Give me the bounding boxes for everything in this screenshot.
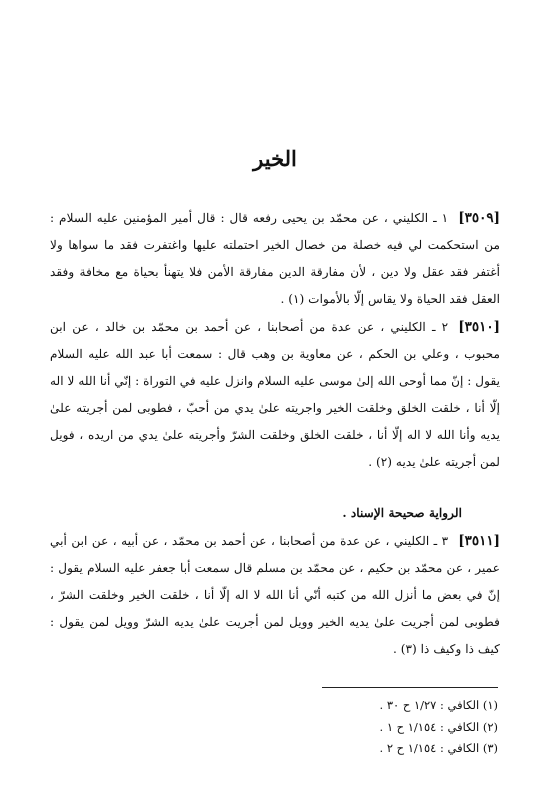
hadith-text: ٣ ـ الكليني ، عن عدة من أصحابنا ، عن أحمد بن محمّد ، عن أبيه ، عن ابن أبي عمير ، عن محمّد بن حكيم ، عن محمّد بن مسلم قال سمعت أبا جعفر عليه السلام يقول : إنّ في بعض ما أنزل الله من كتبه أنّي أنا الله لا اله إلّا أنا ، خلقت الخير وخلقت الشرّ ، فطوبى لمن أجريت علىٰ يديه الخير وويل لمن أجريت علىٰ يديه الشرّ وويل لمن يقول : كيف ذا وكيف ذا (٣) . bbox=[50, 534, 500, 656]
footnote-1: (١) الكافي : ١/٢٧ ح ٣٠ . bbox=[379, 698, 498, 712]
hadith-text: ١ ـ الكليني ، عن محمّد بن يحيى رفعه قال : قال أمير المؤمنين عليه السلام : من استحكمت لي فيه خصلة من خصال الخير احتملته عليها واغتفرت فقد ما سواها ولا أغتفر فقد عقل ولا دين ، لأن مفارقة الدين مفارقة الأمن فلا يتهنأ بحياة مع مخافة وفقد العقل فقد الحياة ولا يقاس إلّا بالأموات (١) . bbox=[50, 211, 500, 306]
chapter-title: الخير bbox=[253, 146, 297, 171]
footnotes bbox=[198, 695, 498, 760]
hadith-entry-3510 bbox=[50, 314, 500, 476]
hadith-number: [٣٥١١] bbox=[458, 533, 500, 549]
hadith-paragraph bbox=[50, 314, 500, 476]
hadith-paragraph bbox=[50, 205, 500, 313]
isnad-note-block bbox=[50, 500, 500, 526]
hadith-paragraph bbox=[50, 528, 500, 663]
hadith-entry-3511 bbox=[50, 528, 500, 663]
isnad-note: الرواية صحيحة الإسناد . bbox=[342, 506, 462, 520]
hadith-text: ٢ ـ الكليني ، عن عدة من أصحابنا ، عن أحمد بن محمّد بن خالد ، عن ابن محبوب ، وعلي بن الحكم ، عن معاوية بن وهب قال : سمعت أبا عبد الله عليه السلام يقول : إنّ مما أوحى الله إلىٰ موسى عليه السلام وانزل عليه في التوراة : إنّي أنا الله لا اله إلّا أنا ، خلقت الخلق وخلقت الخير واجريته علىٰ يدي من أحبّ ، فطوبى لمن أجريته علىٰ يديه وأنا الله لا اله إلّا أنا ، خلقت الخلق وخلقت الشرّ وأجريته علىٰ يدي من اريده ، فويل لمن أجريته علىٰ يديه (٢) . bbox=[50, 320, 500, 469]
hadith-number: [٣٥٠٩] bbox=[458, 210, 500, 226]
hadith-number: [٣٥١٠] bbox=[458, 319, 500, 335]
hadith-entry-3509 bbox=[50, 205, 500, 313]
footnote-2: (٢) الكافي : ١/١٥٤ ح ١ . bbox=[379, 719, 498, 734]
footnote-divider bbox=[322, 687, 498, 688]
footnote-3: (٣) الكافي : ١/١٥٤ ح ٢ . bbox=[379, 741, 498, 755]
